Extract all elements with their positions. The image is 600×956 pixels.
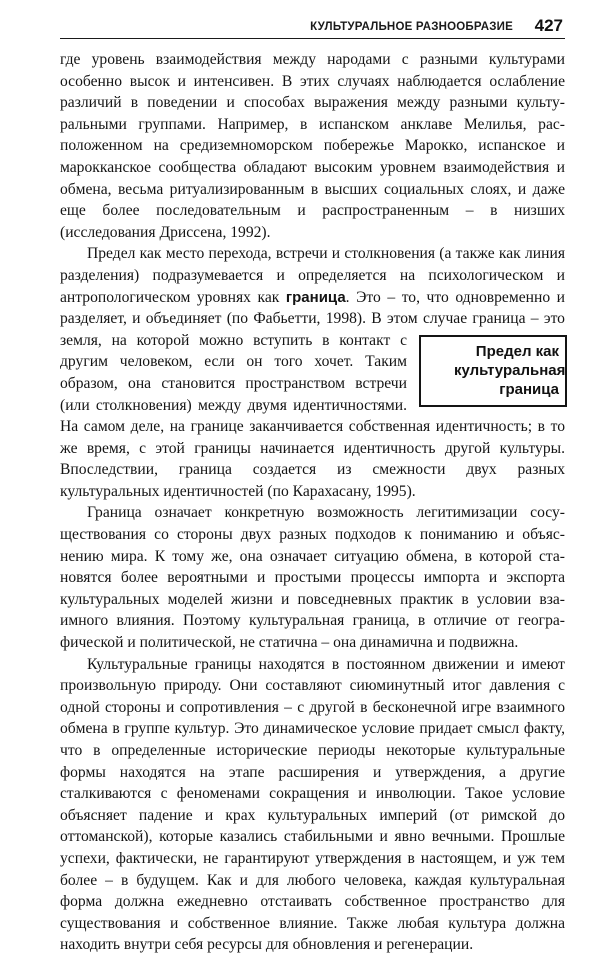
page-header	[60, 12, 565, 39]
paragraph-2-part-1: Предел как место перехода, встречи и столкновения (а также как линия разделения) подразумевается и определяется на психологическом и антропологическом уровнях как	[60, 245, 565, 306]
term-granitsa: граница	[285, 288, 346, 306]
paragraph-1: где уровень взаимодействия между народами с разными культурами особенно высок и интенсивен. В этих случаях наблюдается ослабление различий в поведении и способах выражения между разными культуральными группами. Например, в испанском анклаве Мелилья, расположенном на средиземноморском побережье Марокко, испанское и марокканское сообщества обладают высоким уровнем взаимодействия и обмена, весьма ритуализированным в высших социальных слоях, и даже еще более последовательным и распространенным – в низших (исследования Дриссена, 1992).	[60, 51, 565, 241]
paragraph-2-part-2: . Это – то, что одновременно и разделяет, и объединяет (по Фабьетти, 1998). В этом случае Предел как культуральная граница граница – это земля, на которой можно вступить в контакт с другим человеком, если он того хочет. Таким образом, она становится пространством встречи (или столкновения) между двумя идентичностями. На самом деле, на границе заканчивается собственная идентичность; в то же время, с этой границы начинается идентичность другой культуры. Впоследствии, граница создается из смежности двух разных культуральных идентичностей (по Карахасану, 1995).	[60, 288, 566, 500]
margin-note-box	[419, 335, 567, 407]
margin-note-line-1: Предел как	[475, 342, 559, 360]
paragraph-2	[60, 243, 565, 502]
page-number: 427	[534, 16, 563, 35]
margin-note-line-3: граница	[499, 380, 559, 398]
paragraph-3: Граница означает конкретную возможность легитимизации сосуществования со стороны двух разных подходов к пониманию и объяснению мира. К тому же, она означает ситуацию обмена, в которой становятся более вероятными и простыми процессы импорта и экспорта культуральных моделей жизни и повседневных практик в условии взаимного влияния. Поэтому культуральная граница, в отличие от географической и политической, не статична – она динамична и подвижна.	[60, 504, 565, 652]
body-text	[60, 49, 565, 956]
margin-note-line-2: культуральная	[454, 361, 566, 379]
running-head: КУЛЬТУРАЛЬНОЕ РАЗНООБРАЗИЕ	[310, 21, 513, 33]
paragraph-4: Культуральные границы находятся в постоянном движении и имеют произвольную природу. Они составляют сиюминутный итог давления с одной стороны и сопротивления – с другой в бесконечной игре взаимного обмена в группе культур. Это динамическое условие придает смысл факту, что в определенные исторические периоды некоторые культуральные формы находятся на этапе расширения и утверждения, а другие сталкиваются с феноменами сокращения и инволюции. Такое условие объясняет падение и крах культуральных империй (от римской до оттоманской), которые казались стабильными и явно вечными. Прошлые успехи, фактически, не гарантируют утверждения в настоящем, и уж тем более – в будущем. Как и для любого человека, каждая культуральная форма должна ежедневно отстаивать собственное пространство для существования и собственное влияние. Также любая культура должна находить внутри себя ресурсы для обновления и регенерации.	[60, 655, 565, 954]
